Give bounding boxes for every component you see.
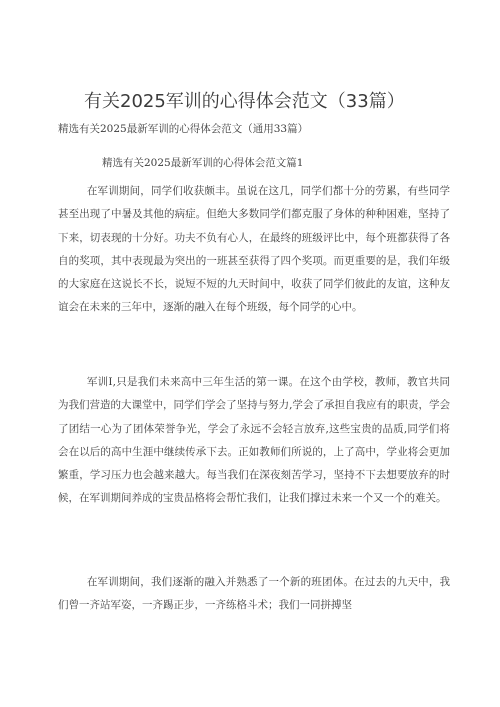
document-title: 有关2025军训的心得体会范文（33篇） [84, 91, 405, 112]
document-subtitle: 精选有关2025最新军训的心得体会范文（通用33篇） [58, 123, 309, 135]
paragraph-1: 在军训期间，同学们收获颇丰。虽说在这几，同学们都十分的劳累，有些同学甚至出现了中暑及其他的病症。但绝大多数同学们都克服了身体的种种困难，坚持了下来，切表现的十分好。功夫不负有心人，在最终的班级评比中，每个班都获得了各自的奖项，其中表现最为突出的一班甚至获得了四个奖项。而更重要的是，我们年级的大家庭在这说长不长，说短不短的九天时间中，收获了同学们彼此的友谊，这种友谊会在未来的三年中，逐渐的融入在每个班级，每个同学的心中。 [58, 185, 450, 314]
paragraph-3: 在军训期间，我们逐渐的融入并熟悉了一个新的班团体。在过去的九天中，我们曾一齐站军姿，一齐踢正步，一齐练格斗术；我们一同拼搏坚 [58, 576, 450, 612]
paragraph-2: 军训I,只是我们未来高中三年生活的第一课。在这个由学校，教师，教官共同为我们营造的大课堂中，同学们学会了坚持与努力,学会了承担自我应有的职责，学会了团结一心为了团体荣誉争光，学会了永远不会轻言放弃,这些宝贵的品质,同学们将会在以后的高中生涯中继续传承下去。正如教师们所说的，上了高中，学业将会更加繁重，学习压力也会越来越大。每当我们在深夜刻苦学习，坚持不下去想要放弃的时候，在军训期间养成的宝贵品格将会帮忙我们，让我们撑过未来一个又一个的难关。 [58, 376, 450, 505]
section-heading: 精选有关2025最新军训的心得体会范文篇1 [102, 157, 304, 169]
